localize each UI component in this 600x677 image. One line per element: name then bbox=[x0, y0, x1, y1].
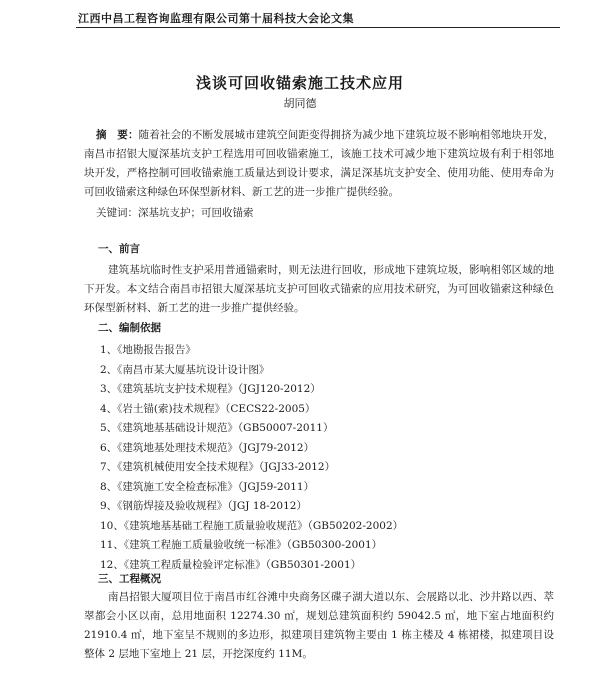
author-name: 胡同德 bbox=[283, 97, 317, 110]
reference-item: 10、《建筑地基基础工程施工质量验收规范》（GB50202-2002） bbox=[100, 519, 404, 532]
reference-list bbox=[100, 341, 403, 575]
section-heading-overview: 三、工程概况 bbox=[98, 573, 161, 585]
reference-item: 6、《建筑地基处理技术规范》（JGJ79-2012） bbox=[100, 441, 315, 454]
reference-item: 3、《建筑基坑支护技术规程》（JGJ120-2012） bbox=[100, 383, 321, 395]
keywords bbox=[96, 205, 254, 220]
reference-item: 11、《建筑工程施工质量验收统一标准》（GB50300-2001） bbox=[100, 539, 383, 551]
reference-item: 2、《南昌市某大厦基坑设计设计图》 bbox=[100, 363, 270, 376]
overview-paragraph: 南昌招银大厦项目位于南昌市红谷滩中央商务区碟子湖大道以东、会展路以北、沙井路以西、萃翠都会小区以南，总用地面积 12274.30 ㎡，规划总建筑面积约 59042.5 ㎡，地下室占地面积约21910.4 ㎡，地下室呈不规则的多边形，拟建项目建筑物主要由 1 栋主楼及 4 栋裙楼，拟建项目设整体 2 层地下室地上 21 层，开挖深度约 11M。 bbox=[84, 591, 554, 660]
reference-item: 12、《建筑工程质量检验评定标准》（GB50301-2001） bbox=[100, 558, 362, 571]
reference-item: 9、《钢筋焊接及验收规程》（JGJ 18-2012） bbox=[100, 500, 307, 512]
keywords-text: 深基坑支护；可回收锚索 bbox=[138, 207, 254, 219]
reference-item: 1、《地勘报告报告》 bbox=[100, 344, 196, 356]
running-header: 江西中昌工程咨询监理有限公司第十届科技大会论文集 bbox=[78, 12, 354, 25]
keywords-label: 关键词： bbox=[96, 207, 138, 219]
abstract bbox=[84, 126, 554, 202]
abstract-text: 随着社会的不断发展城市建筑空间距变得拥挤为减少地下建筑垃圾不影响相邻地块开发，南昌市招银大厦深基坑支护工程选用可回收锚索施工，该施工技术可减少地下建筑垃圾有利于相邻地块开发，严格控制可回收锚索施工质量达到设计要求，满足深基坑支护安全、使用功能、使用寿命为可回收锚索这种绿色环保型新材料、新工艺的进一步推广提供经验。 bbox=[84, 129, 555, 198]
header-rule bbox=[76, 27, 560, 28]
reference-item: 5、《建筑地基基础设计规范》（GB50007-2011） bbox=[100, 422, 334, 434]
section-heading-intro: 一、前言 bbox=[98, 243, 140, 255]
abstract-label: 摘 要： bbox=[96, 129, 139, 141]
reference-item: 7、《建筑机械使用安全技术规程》（JGJ33-2012） bbox=[100, 461, 336, 473]
intro-paragraph: 建筑基坑临时性支护采用普通锚索时，则无法进行回收，形成地下建筑垃圾，影响相邻区域的地下开发。本文结合南昌市招银大厦深基坑支护可回收式锚索的应用技术研究，为可回收锚索这种绿色环保型新材料、新工艺的进一步推广提供经验。 bbox=[84, 264, 554, 314]
reference-item: 4、《岩土锚(索)技术规程》（CECS22-2005） bbox=[100, 402, 316, 415]
paper-title: 浅谈可回收锚索施工技术应用 bbox=[195, 74, 404, 93]
section-heading-basis: 二、编制依据 bbox=[98, 322, 161, 334]
reference-item: 8、《建筑施工安全检查标准》（JGJ59-2011） bbox=[100, 480, 315, 493]
